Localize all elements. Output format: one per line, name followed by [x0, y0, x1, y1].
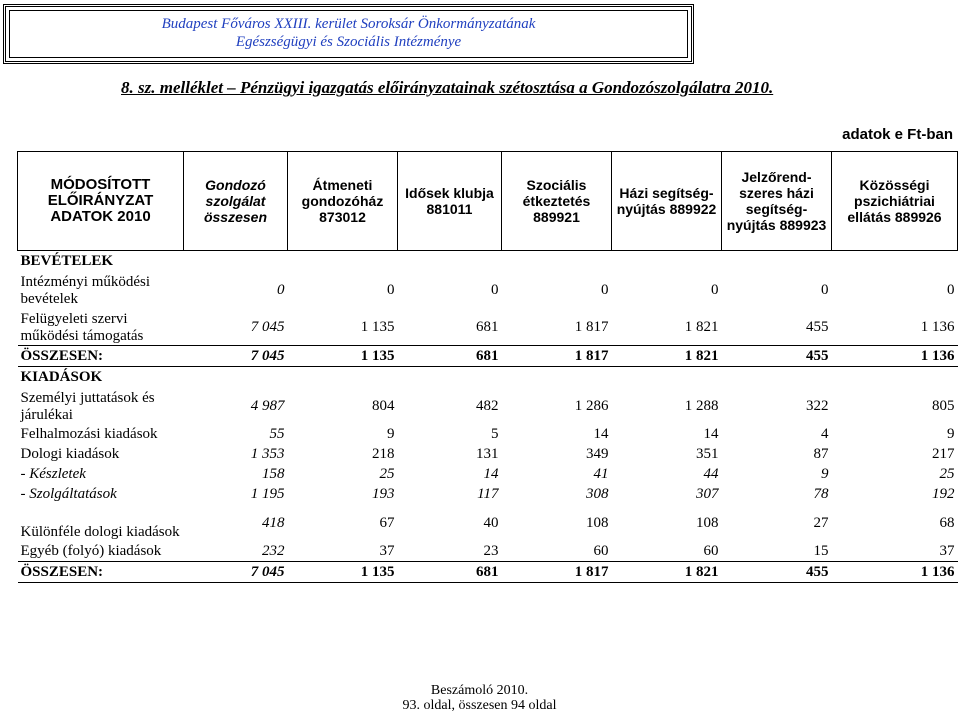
cell-value: 60 [593, 543, 609, 559]
cell-value: 193 [372, 486, 395, 502]
cell-value: 40 [483, 514, 499, 531]
cell-value: 87 [813, 446, 829, 462]
cell-value: 1 817 [574, 318, 609, 335]
column-header-szocialis-etkeztetes: Szociális étkeztetés 889921 [502, 152, 612, 251]
cell-value: 14 [703, 426, 719, 442]
column-header-idosek-klubja: Idősek klubja 881011 [398, 152, 502, 251]
cell-value: 232 [262, 543, 285, 559]
table-row [18, 387, 958, 424]
cell-value: 0 [821, 281, 829, 298]
cell-value: 351 [696, 446, 719, 462]
cell-value: 1 135 [360, 318, 395, 335]
cell-value: 55 [269, 426, 285, 442]
document-title: 8. sz. melléklet – Pénzügyi igazgatás előirányzatainak szétosztása a Gondozószolgálatra 2010. [121, 78, 774, 97]
cell-value: 681 [476, 318, 499, 335]
cell-value: 308 [586, 486, 609, 502]
table-row [18, 424, 958, 444]
cell-value: 14 [593, 426, 609, 442]
table-row [18, 271, 958, 308]
cell-value: 7 045 [184, 562, 288, 583]
cell-value: 1 817 [502, 346, 612, 367]
column-header-gondozo-szolgalat: Gondozó szolgálat összesen [184, 152, 288, 251]
cell-value: 7 045 [184, 346, 288, 367]
table-header-row [18, 152, 958, 251]
cell-value: 25 [379, 466, 395, 482]
cell-value: 158 [262, 466, 285, 482]
cell-value: 1 353 [250, 446, 285, 462]
cell-value: 482 [476, 397, 499, 414]
cell-value: 60 [703, 543, 719, 559]
institution-name-line1: Budapest Főváros XXIII. kerület Soroksár Önkormányzatának [161, 16, 536, 32]
row-label: - Szolgáltatások [20, 486, 117, 502]
row-label: Felügyeleti szervi működési támogatás [20, 311, 144, 344]
table-row [18, 367, 958, 388]
cell-value: 27 [813, 514, 829, 531]
cell-value: 9 [387, 426, 395, 442]
row-label: Személyi juttatások és járulékai [20, 390, 155, 423]
cell-value: 804 [372, 397, 395, 414]
cell-value: 1 135 [288, 562, 398, 583]
cell-value: 1 136 [920, 318, 955, 335]
cell-value: 1 195 [250, 486, 285, 502]
row-label: Felhalmozási kiadások [20, 426, 158, 442]
cell-value: 4 [821, 426, 829, 442]
cell-value: 23 [483, 543, 499, 559]
cell-value: 5 [491, 426, 499, 442]
cell-value: 455 [722, 346, 832, 367]
cell-value: 7 045 [250, 318, 285, 335]
cell-value: 0 [947, 281, 955, 298]
institution-name-line2: Egészségügyi és Szociális Intézménye [235, 34, 462, 50]
row-label: ÖSSZESEN: [18, 562, 184, 583]
cell-value: 108 [696, 514, 719, 531]
cell-value: 1 136 [832, 562, 958, 583]
cell-value: 1 135 [288, 346, 398, 367]
cell-value: 131 [476, 446, 499, 462]
table-row [18, 484, 958, 504]
cell-value: 67 [379, 514, 395, 531]
table-row [18, 504, 958, 541]
row-label: ÖSSZESEN: [18, 346, 184, 367]
cell-value: 681 [398, 562, 502, 583]
cell-value: 1 817 [502, 562, 612, 583]
cell-value: 1 821 [612, 346, 722, 367]
cell-value: 455 [806, 318, 829, 335]
cell-value: 4 987 [250, 397, 285, 414]
table-row [18, 541, 958, 562]
cell-value: 805 [932, 397, 955, 414]
cell-value: 68 [939, 514, 955, 531]
row-label: Egyéb (folyó) kiadások [20, 543, 162, 559]
row-label: Dologi kiadások [20, 446, 120, 462]
cell-value: 37 [379, 543, 395, 559]
cell-value: 217 [932, 446, 955, 462]
cell-value: 37 [939, 543, 955, 559]
cell-value: 78 [813, 486, 829, 502]
row-label: Különféle dologi kiadások [20, 524, 180, 540]
cell-value: 192 [932, 486, 955, 502]
cell-value: 9 [821, 466, 829, 482]
table-row [18, 346, 958, 367]
cell-value: 41 [593, 466, 609, 482]
cell-value: 1 286 [574, 397, 609, 414]
cell-value: 218 [372, 446, 395, 462]
table-row [18, 308, 958, 346]
table-row [18, 464, 958, 484]
cell-value: 25 [939, 466, 955, 482]
section-label-kiadasok: KIADÁSOK [20, 369, 103, 385]
cell-value: 9 [947, 426, 955, 442]
cell-value: 117 [477, 486, 499, 502]
cell-value: 307 [696, 486, 719, 502]
cell-value: 1 136 [832, 346, 958, 367]
footer-report-year: Beszámoló 2010. [430, 683, 529, 698]
cell-value: 0 [601, 281, 609, 298]
cell-value: 0 [387, 281, 395, 298]
column-header-modositott: MÓDOSÍTOTT ELŐIRÁNYZAT ADATOK 2010 [18, 152, 184, 251]
column-header-atmeneti-gondozohaz: Átmeneti gondozóház 873012 [288, 152, 398, 251]
cell-value: 322 [806, 397, 829, 414]
cell-value: 681 [398, 346, 502, 367]
table-row [18, 444, 958, 464]
row-label: Intézményi működési bevételek [20, 274, 151, 307]
cell-value: 0 [711, 281, 719, 298]
footer-page-number: 93. oldal, összesen 94 oldal [402, 698, 557, 713]
cell-value: 44 [703, 466, 719, 482]
cell-value: 1 821 [684, 318, 719, 335]
section-label-bevetelek: BEVÉTELEK [20, 253, 114, 269]
cell-value: 1 288 [684, 397, 719, 414]
column-header-kozossegi-pszichiatriai: Közösségi pszichiátriai ellátás 889926 [832, 152, 958, 251]
cell-value: 455 [722, 562, 832, 583]
units-note: adatok e Ft-ban [842, 126, 953, 143]
cell-value: 349 [586, 446, 609, 462]
column-header-jelzorendszeres: Jelzőrend-szeres házi segítség-nyújtás 889923 [722, 152, 832, 251]
cell-value: 1 821 [612, 562, 722, 583]
cell-value: 418 [262, 514, 285, 531]
cell-value: 108 [586, 514, 609, 531]
column-header-hazi-segitsegnyujtas: Házi segítség-nyújtás 889922 [612, 152, 722, 251]
institution-header-box [3, 4, 694, 64]
budget-table [17, 151, 958, 583]
cell-value: 0 [491, 281, 499, 298]
table-row [18, 251, 958, 272]
cell-value: 15 [813, 543, 829, 559]
row-label: - Készletek [20, 466, 86, 482]
cell-value: 0 [277, 281, 285, 298]
cell-value: 14 [483, 466, 499, 482]
table-row [18, 562, 958, 583]
